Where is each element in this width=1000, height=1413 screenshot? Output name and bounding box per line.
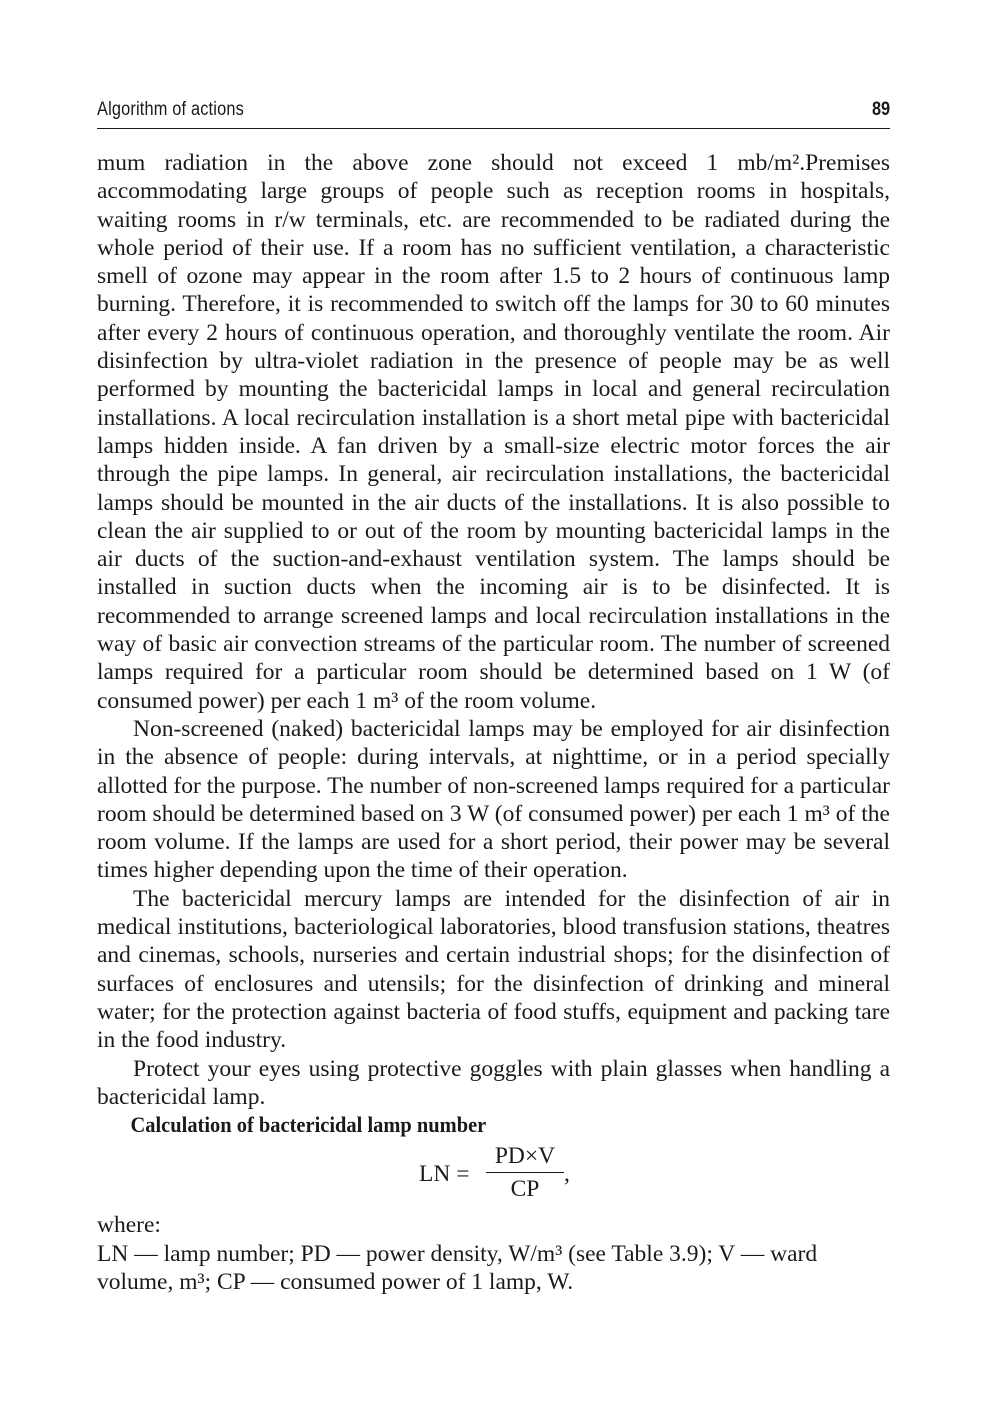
formula-comma: ,	[564, 1161, 570, 1188]
page-number: 89	[871, 99, 890, 120]
lamp-number-formula	[97, 1141, 890, 1211]
running-title: Algorithm of actions	[97, 99, 244, 120]
where-label: where:	[97, 1212, 161, 1239]
formula-denominator: CP	[510, 1176, 540, 1203]
paragraph-non-screened-lamps: Non-screened (naked) bactericidal lamps may be employed for air disinfection in the absence of people: during intervals, at nighttime, or in a period specially allotted for the purpose. The number of non-screened lamps required for a particular room should be determined based on 3 W (of consumed power) per each 1 m³ of the room volume. If the lamps are used for a short period, their power may be several times higher depending upon the time of their operation.	[97, 715, 890, 884]
formula-fraction	[486, 1141, 564, 1205]
page-body	[97, 149, 890, 1296]
paragraph-continuation: mum radiation in the above zone should not exceed 1 mb/m².Premises accommodating large groups of people such as reception rooms in hospitals, waiting rooms in r/w terminals, etc. are recommended to be radiated during the whole period of their use. If a room has no sufficient ventilation, a characteristic smell of ozone may appear in the room after 1.5 to 2 hours of continuous lamp burning. Therefore, it is recommended to switch off the lamps for 30 to 60 minutes after every 2 hours of continuous operation, and thoroughly ventilate the room. Air disinfection by ultra-violet radiation in the presence of people may be as well performed by mounting the bactericidal lamps in local and general recirculation installations. A local recirculation installation is a short metal pipe with bactericidal lamps hidden inside. A fan driven by a small-size electric motor forces the air through the pipe lamps. In general, air recirculation installations, the bactericidal lamps should be mounted in the air ducts of the installations. It is also possible to clean the air supplied to or out of the room by mounting bactericidal lamps in the air ducts of the suction-and-exhaust ventilation system. The lamps should be installed in suction ducts when the incoming air is to be disinfected. It is recommended to arrange screened lamps and local recirculation installations in the way of basic air convection streams of the particular room. The number of screened lamps required for a particular room should be determined based on 1 W (of consumed power) per each 1 m³ of the room volume.	[97, 150, 890, 714]
page-header	[97, 96, 890, 129]
formula-numerator: PD×V	[486, 1141, 564, 1173]
paragraph-eye-protection: Protect your eyes using protective goggles with plain glasses when handling a bactericidal lamp.	[97, 1055, 890, 1110]
formula-lhs: LN =	[419, 1161, 470, 1188]
section-heading: Calculation of bactericidal lamp number	[130, 1112, 487, 1138]
formula-legend: LN — lamp number; PD — power density, W/m³ (see Table 3.9); V — ward volume, m³; CP — consumed power of 1 lamp, W.	[97, 1240, 818, 1295]
paragraph-mercury-lamps-use: The bactericidal mercury lamps are intended for the disinfection of air in medical institutions, bacteriological laboratories, blood transfusion stations, theatres and cinemas, schools, nurseries and certain industrial shops; for the disinfection of surfaces of enclosures and utensils; for the disinfection of drinking and mineral water; for the protection against bacteria of food stuffs, equipment and packing tare in the food industry.	[97, 885, 890, 1054]
